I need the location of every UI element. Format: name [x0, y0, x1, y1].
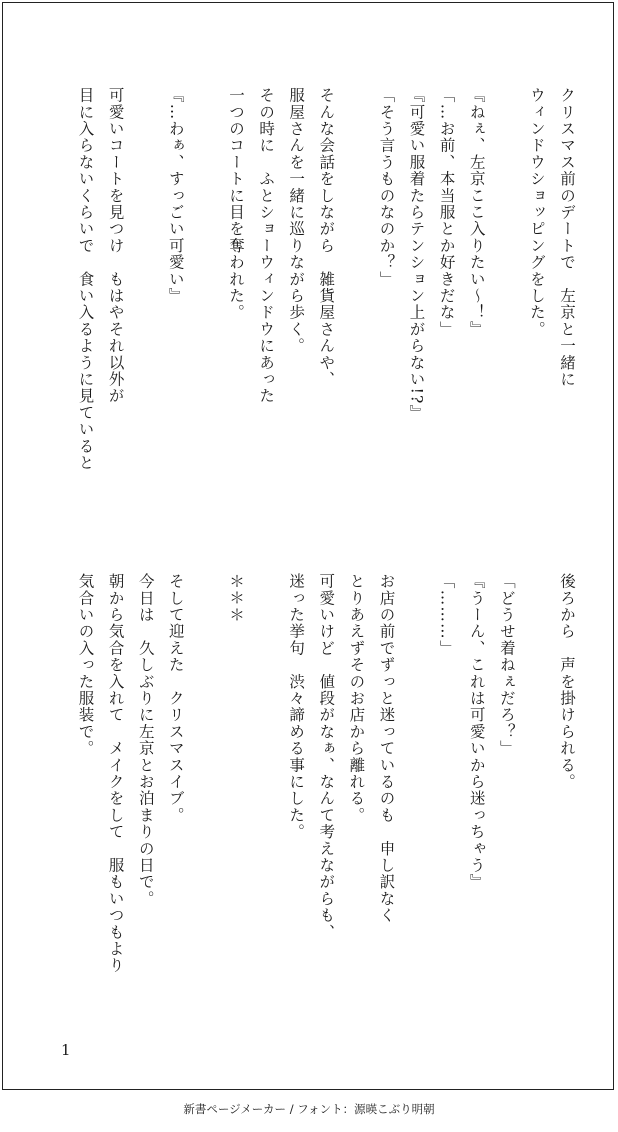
- lower-text-tier: [63, 573, 575, 1013]
- text-line: 後ろから 声を掛けられる。: [558, 573, 576, 791]
- text-line: ＊＊＊: [226, 573, 245, 624]
- text-line: 今日は 久しぶりに左京とお泊まりの日で。: [136, 573, 155, 907]
- text-line: 気合いの入った服装で。: [76, 573, 95, 757]
- manuscript-page: [2, 2, 614, 1090]
- text-line: とりあえずそのお店から離れる。: [347, 573, 366, 824]
- text-line: そして迎えた クリスマスイブ。: [166, 573, 185, 824]
- text-line: 「…お前、本当服とか好きだな」: [437, 87, 456, 338]
- text-line: 『ねぇ、左京ここ入りたい〜！』: [467, 87, 486, 338]
- text-line: 「そう言うものなのか？」: [377, 87, 396, 288]
- text-line: そんな会話をしながら 雑貨屋さんや、: [317, 87, 336, 388]
- text-line: 朝から気合を入れて メイクをして 服もいつもより: [106, 573, 125, 974]
- text-line: 「どうせ着ねぇだろ？」: [497, 573, 516, 757]
- text-line: クリスマス前のデートで 左京と一緒に: [558, 87, 576, 388]
- text-line: 可愛いけど 値段がなぁ、なんて考えながらも、: [317, 573, 336, 941]
- text-line: 『可愛い服着たらテンション上がらない!?』: [407, 87, 426, 422]
- text-line: 目に入らないくらいで 食い入るように見ていると: [76, 87, 95, 472]
- text-line: 可愛いコートを見つけ もはやそれ以外が: [106, 87, 125, 405]
- text-line: 『うーん、これは可愛いから迷っちゃう』: [467, 573, 486, 891]
- text-line: 服屋さんを一緒に巡りながら歩く。: [287, 87, 306, 355]
- text-line: その時に ふとショーウィンドウにあった: [257, 87, 276, 405]
- upper-text-tier: [63, 87, 575, 527]
- text-line: 一つのコートに目を奪われた。: [226, 87, 245, 321]
- text-line: ウィンドウショッピングをした。: [527, 87, 546, 338]
- page-number: 1: [61, 1041, 71, 1059]
- text-line: 『…わぁ、すっごい可愛い』: [166, 87, 185, 305]
- text-line: 迷った挙句 渋々諦める事にした。: [287, 573, 306, 841]
- text-line: お店の前でずっと迷っているのも 申し訳なく: [377, 573, 396, 924]
- text-line: 「………」: [437, 573, 456, 657]
- footer-credit: 新書ページメーカー / フォント：源暎こぶり明朝: [183, 1102, 435, 1116]
